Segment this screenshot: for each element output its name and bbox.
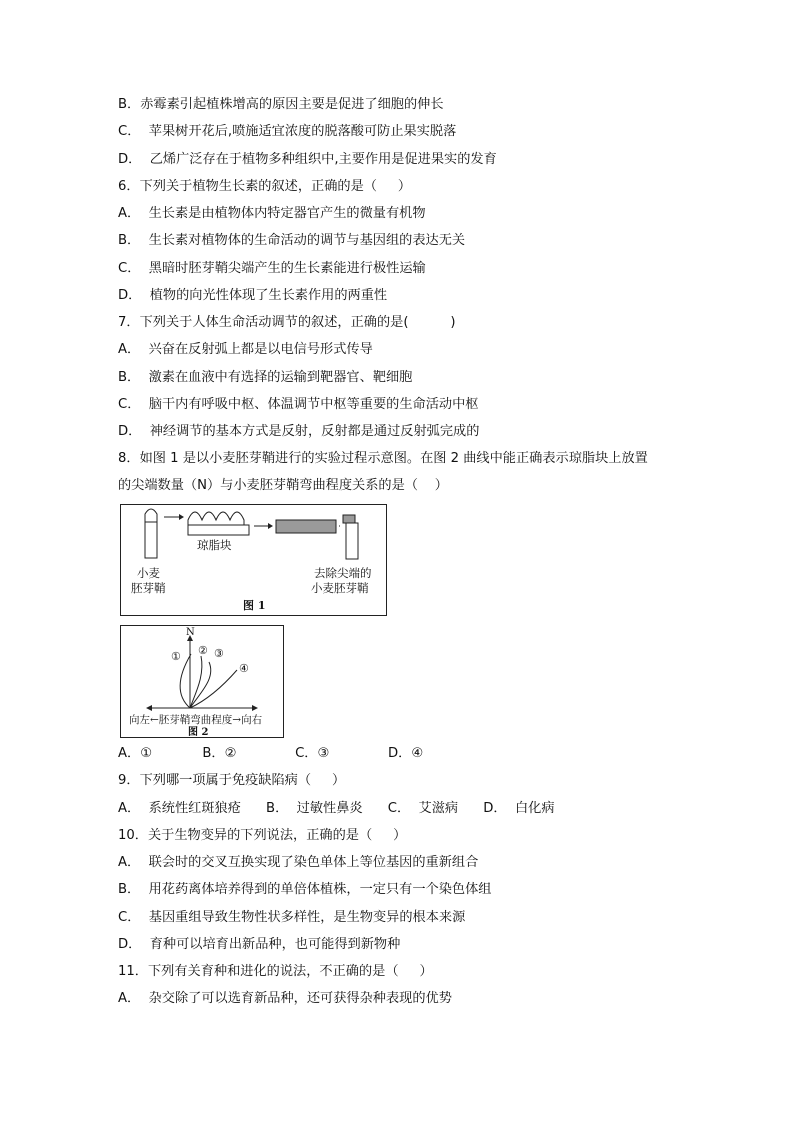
coleoptile-tip-icon bbox=[145, 509, 157, 522]
q10-option-d: D． 育种可以培育出新品种，也可能得到新物种 bbox=[118, 937, 401, 952]
q7-option-b: B． 激素在血液中有选择的运输到靶器官、靶细胞 bbox=[118, 370, 413, 385]
figure-2-title: 图 2 bbox=[188, 727, 209, 737]
q9-options: A． 系统性红斑狼疮 B． 过敏性鼻炎 C． 艾滋病 D． 白化病 bbox=[118, 801, 555, 816]
figure-1 bbox=[120, 504, 387, 616]
label-agar: 琼脂块 bbox=[197, 538, 232, 552]
q5-option-b: B．赤霉素引起植株增高的原因主要是促进了细胞的伸长 bbox=[118, 97, 444, 112]
small-agar-icon bbox=[343, 515, 355, 523]
q10-option-c: C． 基因重组导致生物性状多样性，是生物变异的根本来源 bbox=[118, 910, 466, 925]
curve-3-label: ③ bbox=[214, 647, 224, 660]
q6-option-b: B． 生长素对植物体的生命活动的调节与基因组的表达无关 bbox=[118, 233, 466, 248]
arrow-icon bbox=[179, 514, 184, 520]
x-axis-left-arrow-icon bbox=[146, 705, 152, 711]
q11-stem: 11．下列有关育种和进化的说法，不正确的是（ ） bbox=[118, 964, 433, 979]
curve-4-label: ④ bbox=[239, 662, 249, 675]
q5-option-c: C． 苹果树开花后,喷施适宜浓度的脱落酸可防止果实脱落 bbox=[118, 124, 457, 139]
treated-agar-icon bbox=[276, 520, 336, 533]
curve-1 bbox=[180, 654, 191, 708]
q10-stem: 10．关于生物变异的下列说法，正确的是（ ） bbox=[118, 828, 407, 843]
q6-stem: 6．下列关于植物生长素的叙述，正确的是（ ） bbox=[118, 179, 412, 194]
label-coleoptile-1: 小麦 bbox=[137, 566, 160, 580]
q6-option-a: A． 生长素是由植物体内特定器官产生的微量有机物 bbox=[118, 206, 426, 221]
figure-2-diagram bbox=[121, 626, 283, 737]
q6-option-c: C． 黑暗时胚芽鞘尖端产生的生长素能进行极性运输 bbox=[118, 261, 426, 276]
tips-on-agar-icon bbox=[188, 512, 244, 525]
q10-option-a: A． 联会时的交叉互换实现了染色单体上等位基因的重新组合 bbox=[118, 855, 479, 870]
axis-n-label: N bbox=[186, 627, 195, 638]
q7-stem: 7．下列关于人体生命活动调节的叙述，正确的是( ) bbox=[118, 315, 456, 330]
figure-2 bbox=[120, 625, 284, 738]
curve-2-label: ② bbox=[198, 644, 208, 657]
agar-block-icon bbox=[188, 525, 249, 535]
figure-1-diagram bbox=[121, 505, 386, 615]
q7-option-d: D． 神经调节的基本方式是反射，反射都是通过反射弧完成的 bbox=[118, 424, 480, 439]
label-removed-1: 去除尖端的 bbox=[314, 566, 372, 580]
curve-1-label: ① bbox=[171, 650, 181, 663]
q7-option-a: A． 兴奋在反射弧上都是以电信号形式传导 bbox=[118, 342, 373, 357]
q6-option-d: D． 植物的向光性体现了生长素作用的两重性 bbox=[118, 288, 388, 303]
figure-1-title: 图 1 bbox=[243, 599, 266, 612]
q8-stem-line1: 8．如图 1 是以小麦胚芽鞘进行的实验过程示意图。在图 2 曲线中能正确表示琼脂块上放置 bbox=[118, 451, 648, 466]
q8-options: A．① B．② C．③ D．④ bbox=[118, 746, 424, 761]
x-axis-right-arrow-icon bbox=[252, 705, 258, 711]
q5-option-d: D． 乙烯广泛存在于植物多种组织中,主要作用是促进果实的发育 bbox=[118, 152, 497, 167]
coleoptile-icon bbox=[145, 522, 157, 558]
q7-option-c: C． 脑干内有呼吸中枢、体温调节中枢等重要的生命活动中枢 bbox=[118, 397, 479, 412]
q8-stem-line2: 的尖端数量（N）与小麦胚芽鞘弯曲程度关系的是（ ） bbox=[118, 478, 448, 493]
x-axis-label: 向左←胚芽鞘弯曲程度→向右 bbox=[129, 714, 263, 726]
arrow-icon bbox=[268, 523, 273, 529]
decapitated-coleoptile-icon bbox=[346, 523, 358, 559]
label-removed-2: 小麦胚芽鞘 bbox=[311, 581, 369, 595]
q10-option-b: B． 用花药离体培养得到的单倍体植株，一定只有一个染色体组 bbox=[118, 882, 492, 897]
q11-option-a: A． 杂交除了可以选育新品种，还可获得杂种表现的优势 bbox=[118, 991, 452, 1006]
label-coleoptile-2: 胚芽鞘 bbox=[131, 581, 166, 595]
q9-stem: 9．下列哪一项属于免疫缺陷病（ ） bbox=[118, 773, 346, 788]
